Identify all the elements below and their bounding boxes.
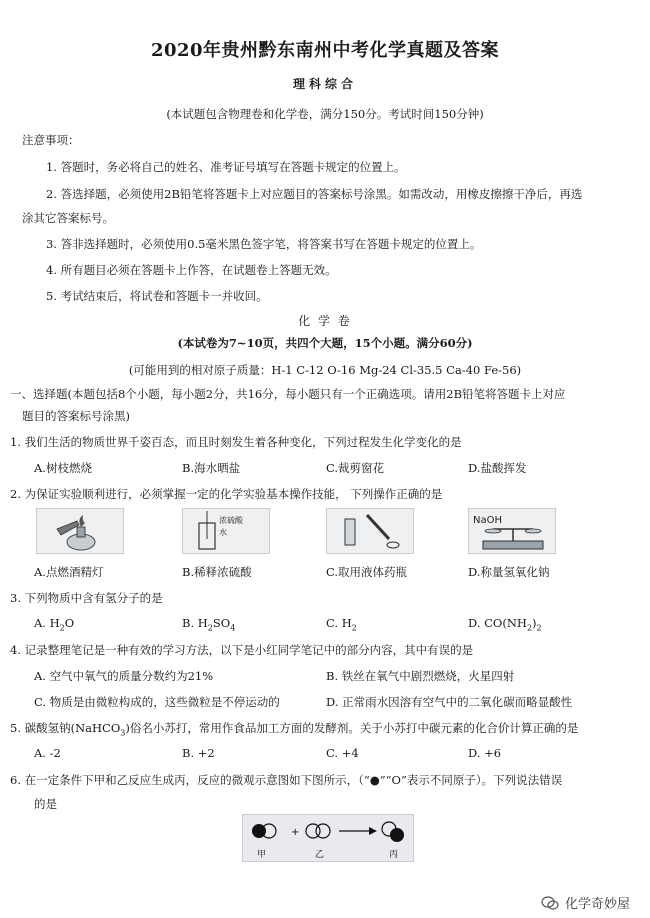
- alcohol-lamp-image: [36, 508, 124, 554]
- notice-heading: 注意事项：: [22, 133, 80, 147]
- option-b: B. +2: [182, 746, 215, 760]
- option-a: A.树枝燃烧: [34, 461, 92, 475]
- label-conc-acid: 浓硫酸: [219, 516, 243, 525]
- dropper-image: [326, 508, 414, 554]
- option-c: C.取用液体药瓶: [326, 565, 408, 579]
- question-stem: 5. 碳酸氢钠(NaHCO$_3$)俗名小苏打，常用作食品加工方面的发酵剂。关于小苏打中碳元素的化合价计算正确的是: [10, 721, 579, 738]
- notice-item: 2. 答选择题，必须使用2B铅笔将答题卡上对应题目的答案标号涂黑。如需改动，用橡皮擦擦干净后，再选: [46, 187, 583, 201]
- label-jia: 甲: [257, 850, 267, 860]
- label-naoh: NaOH: [473, 515, 502, 526]
- option-a: A. 空气中氧气的质量分数约为21%: [34, 669, 214, 683]
- subtitle: 理科综合: [292, 77, 357, 91]
- option-b: B.稀释浓硫酸: [182, 565, 252, 579]
- option-a: A.点燃酒精灯: [34, 565, 104, 579]
- balance-image: [468, 508, 556, 554]
- option-a: A. -2: [34, 746, 61, 760]
- page-title: 2020年贵州黔东南州中考化学真题及答案: [150, 40, 500, 61]
- option-a: A. $H_2O$: [34, 616, 75, 633]
- option-b: B. 铁丝在氧气中剧烈燃烧，火星四射: [326, 669, 515, 683]
- option-b: B. $H_2SO_4$: [182, 616, 236, 633]
- reaction-diagram: [242, 814, 414, 862]
- section1-line: 题目的答案标号涂黑): [22, 409, 130, 423]
- question-stem: 1. 我们生活的物质世界千姿百态，而且时刻发生着各种变化，下列过程发生化学变化的是: [10, 435, 462, 449]
- option-c: C. $H_2$: [326, 616, 357, 633]
- notice-item: 3. 答非选择题时，必须使用0.5毫米黑色签字笔，将答案书写在答题卡规定的位置上。: [46, 237, 482, 251]
- section1-line: 一、选择题(本题包括8个小题，每小题2分，共16分，每小题只有一个正确选项。请用2B铅笔将答题卡上对应: [10, 387, 566, 401]
- label-yi: 乙: [315, 850, 325, 860]
- option-d: D.称量氢氧化钠: [468, 565, 550, 579]
- question-stem: 3. 下列物质中含有氢分子的是: [10, 591, 163, 605]
- dilute-acid-image: [182, 508, 270, 554]
- notice-item: 4. 所有题目必须在答题卡上作答，在试题卷上答题无效。: [46, 263, 337, 277]
- question-stem: 4. 记录整理笔记是一种有效的学习方法，以下是小红同学笔记中的部分内容，其中有误的是: [10, 643, 474, 657]
- watermark-text: 化学奇妙屋: [564, 897, 630, 912]
- chem-heading: 化 学 卷: [298, 314, 352, 328]
- exam-note: (本试题包含物理卷和化学卷，满分150分。考试时间150分钟): [166, 107, 484, 121]
- chem-note: (本试卷为7~10页，共四个大题，15个小题。满分60分): [177, 336, 473, 350]
- question-stem-cont: 的是: [34, 797, 57, 811]
- option-d: D. 正常雨水因溶有空气中的二氧化碳而略显酸性: [326, 695, 573, 709]
- question-stem: 6. 在一定条件下甲和乙反应生成丙，反应的微观示意图如下图所示，（“●”“O”表示不同原子）。下列说法错误: [10, 773, 563, 787]
- wechat-icon: [541, 896, 559, 910]
- notice-item: 1. 答题时，务必将自己的姓名、准考证号填写在答题卡规定的位置上。: [46, 160, 406, 174]
- option-c: C.裁剪窗花: [326, 461, 385, 475]
- label-bing: 丙: [389, 850, 399, 860]
- label-water: 水: [219, 528, 227, 537]
- plus-sign: +: [291, 827, 300, 838]
- notice-item: 涂其它答案标号。: [22, 211, 114, 225]
- option-d: D. $CO(NH_2)_2$: [468, 616, 542, 633]
- question-stem: 2. 为保证实验顺利进行，必须掌握一定的化学实验基本操作技能， 下列操作正确的是: [10, 487, 443, 501]
- option-c: C. +4: [326, 746, 359, 760]
- notice-item: 5. 考试结束后，将试卷和答题卡一并收回。: [46, 289, 268, 303]
- watermark: [541, 893, 630, 912]
- option-d: D.盐酸挥发: [468, 461, 527, 475]
- option-d: D. +6: [468, 746, 502, 760]
- atomic-masses: (可能用到的相对原子质量：H-1 C-12 O-16 Mg-24 Cl-35.5 Ca-40 Fe-56): [128, 363, 522, 377]
- option-c: C. 物质是由微粒构成的，这些微粒是不停运动的: [34, 695, 280, 709]
- option-b: B.海水晒盐: [182, 461, 241, 475]
